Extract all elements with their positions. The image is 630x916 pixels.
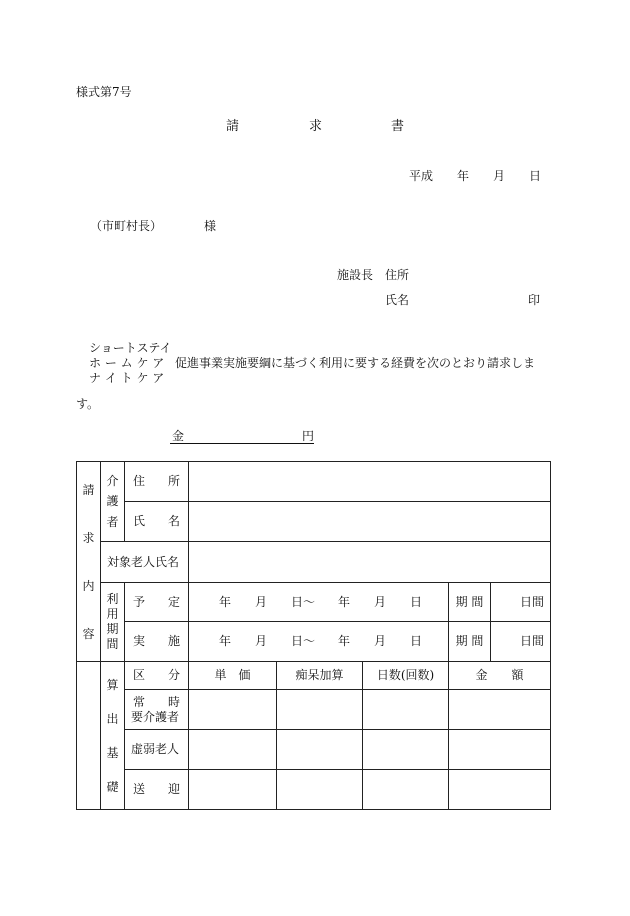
constant-care-amount[interactable] — [449, 690, 551, 730]
constant-care-line2: 要介護者 — [131, 709, 180, 724]
period-label-char: 期 — [106, 622, 119, 636]
amount-underline — [170, 443, 314, 444]
actual-term-label: 期 間 — [455, 634, 484, 649]
section-label — [77, 484, 100, 640]
actual-day-from: 日〜 — [291, 634, 316, 649]
frail-elderly-unit-price[interactable] — [189, 730, 277, 770]
planned-term-label-cell — [449, 583, 491, 622]
caregiver-label-cell — [101, 462, 125, 542]
unit-price-header-label: 単 価 — [214, 668, 251, 683]
planned-year-2: 年 — [338, 594, 351, 609]
dementia-header-label: 痴呆加算 — [295, 668, 344, 683]
seal-label: 印 — [528, 293, 541, 307]
period-label-char: 間 — [106, 637, 119, 651]
planned-days-label: 日間 — [520, 594, 545, 609]
dementia-header — [277, 662, 363, 690]
constant-care-dementia[interactable] — [277, 690, 363, 730]
request-text: 促進事業実施要綱に基づく利用に要する経費を次のとおり請求しま — [175, 356, 536, 370]
category-header-cell — [125, 662, 189, 690]
actual-day-2: 日 — [410, 634, 423, 649]
caregiver-label-char: 護 — [106, 494, 119, 509]
frail-elderly-label: 虚弱老人 — [131, 742, 180, 757]
planned-dates-cell[interactable] — [189, 583, 449, 622]
actual-month-2: 月 — [374, 634, 387, 649]
transport-days[interactable] — [363, 770, 449, 810]
period-label-char: 用 — [106, 607, 119, 621]
planned-term-label: 期 間 — [455, 594, 484, 609]
address-label-char: 所 — [167, 474, 180, 489]
elder-name-field[interactable] — [189, 542, 551, 583]
service-homecare: ホ ー ム ケ ア — [89, 356, 165, 370]
transport-label-char: 送 — [133, 782, 146, 797]
planned-label-char: 定 — [167, 594, 180, 609]
calc-label-char: 礎 — [106, 779, 119, 794]
transport-unit-price[interactable] — [189, 770, 277, 810]
constant-care-char: 常 — [133, 695, 146, 710]
days-header-label: 日数(回数) — [376, 668, 435, 683]
category-header-char: 区 — [133, 668, 146, 683]
amount-header — [449, 662, 551, 690]
planned-day-2: 日 — [410, 594, 423, 609]
actual-label-char: 実 — [133, 634, 146, 649]
transport-amount[interactable] — [449, 770, 551, 810]
title-char-3: 書 — [391, 119, 405, 134]
transport-dementia[interactable] — [277, 770, 363, 810]
frail-elderly-days[interactable] — [363, 730, 449, 770]
unit-price-header — [189, 662, 277, 690]
frail-elderly-amount[interactable] — [449, 730, 551, 770]
period-label-char: 利 — [106, 592, 119, 606]
address-label-char: 住 — [133, 474, 146, 489]
actual-dates-cell[interactable] — [189, 622, 449, 662]
days-header — [363, 662, 449, 690]
constant-care-label-cell — [125, 690, 189, 730]
caregiver-address-field[interactable] — [189, 462, 551, 502]
request-details-table — [76, 461, 551, 810]
amount-label: 金 — [172, 429, 185, 443]
amount-unit: 円 — [302, 429, 315, 443]
transport-label-cell — [125, 770, 189, 810]
director-address-label: 施設長 住所 — [337, 268, 410, 282]
section-label-char: 容 — [82, 626, 95, 641]
actual-term-label-cell — [449, 622, 491, 662]
section-label-char: 内 — [82, 578, 95, 593]
constant-care-char: 時 — [167, 695, 180, 710]
planned-label-char: 予 — [133, 594, 146, 609]
constant-care-days[interactable] — [363, 690, 449, 730]
actual-label-cell — [125, 622, 189, 662]
director-name-label: 氏名 — [385, 293, 410, 307]
service-shortstay: ショートステイ — [89, 341, 172, 355]
calc-label-cell — [101, 662, 125, 810]
calc-label-char: 基 — [106, 745, 119, 760]
actual-label-char: 施 — [167, 634, 180, 649]
actual-month: 月 — [255, 634, 268, 649]
amount-header-label: 金 額 — [475, 668, 524, 683]
section-label-char: 求 — [82, 530, 95, 545]
actual-days-label: 日間 — [520, 634, 545, 649]
calc-label-char: 算 — [106, 677, 119, 692]
calc-label-char: 出 — [106, 711, 119, 726]
section-label-char: 請 — [82, 482, 95, 497]
elder-name-label-cell — [101, 542, 189, 583]
planned-day-from: 日〜 — [291, 594, 316, 609]
caregiver-label-char: 介 — [106, 473, 119, 488]
date-line: 平成 年 月 日 — [409, 169, 542, 183]
constant-care-unit-price[interactable] — [189, 690, 277, 730]
actual-days-cell[interactable] — [491, 622, 551, 662]
title-char-1: 請 — [226, 119, 240, 134]
caregiver-name-field[interactable] — [189, 502, 551, 542]
elder-name-label: 対象老人氏名 — [107, 554, 180, 569]
recipient-line: （市町村長） 様 — [90, 219, 217, 233]
planned-month: 月 — [255, 594, 268, 609]
planned-year: 年 — [219, 594, 232, 609]
planned-label-cell — [125, 583, 189, 622]
name-label-char: 氏 — [133, 514, 146, 529]
period-label-cell — [101, 583, 125, 662]
section-label-cell — [77, 462, 101, 662]
request-text-end: す。 — [76, 397, 100, 411]
name-label-cell — [125, 502, 189, 542]
form-number: 様式第7号 — [76, 85, 132, 99]
planned-month-2: 月 — [374, 594, 387, 609]
frail-elderly-label-cell — [125, 730, 189, 770]
caregiver-label-char: 者 — [106, 514, 119, 529]
address-label-cell — [125, 462, 189, 502]
actual-year-2: 年 — [338, 634, 351, 649]
title-char-2: 求 — [309, 119, 323, 134]
frail-elderly-dementia[interactable] — [277, 730, 363, 770]
planned-days-cell[interactable] — [491, 583, 551, 622]
category-header-char: 分 — [167, 668, 180, 683]
service-nightcare: ナ イ ト ケ ア — [89, 371, 165, 385]
name-label-char: 名 — [167, 514, 180, 529]
transport-label-char: 迎 — [167, 782, 180, 797]
section-label-spacer — [77, 662, 101, 810]
actual-year: 年 — [219, 634, 232, 649]
